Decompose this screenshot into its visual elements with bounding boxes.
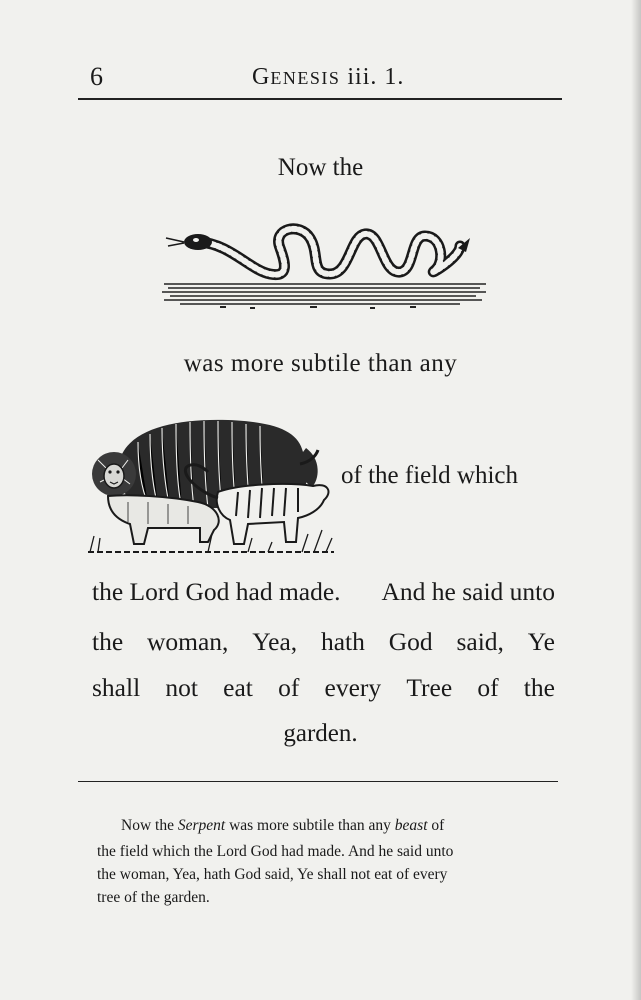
running-head-initial: G xyxy=(252,64,271,90)
verse-line-6 xyxy=(92,673,555,703)
verse-line-1: Now the xyxy=(277,154,364,181)
verse-line-2: was more subtile than any xyxy=(183,350,458,377)
verse-word: not xyxy=(165,673,198,702)
verse-line-4 xyxy=(92,577,555,607)
verse-word: eat xyxy=(223,673,253,702)
verse-word: Yea, xyxy=(252,627,298,656)
footnote-text: of xyxy=(427,817,445,834)
verse-line-7: garden. xyxy=(283,720,358,747)
footnote-line-3: the woman, Yea, hath God said, Ye shall not eat of every xyxy=(97,866,448,883)
verse-word: of xyxy=(477,673,499,702)
verse-word: of xyxy=(278,673,300,702)
verse-fragment: And he said unto xyxy=(381,577,555,606)
header-rule xyxy=(78,98,562,100)
verse-word: the xyxy=(523,673,555,702)
running-head xyxy=(252,64,404,91)
verse-word: said, xyxy=(456,627,504,656)
verse-line-3: of the field which xyxy=(341,462,519,489)
verse-fragment: the Lord God had made. xyxy=(92,577,341,606)
verse-word: shall xyxy=(92,673,141,702)
page-edge-shadow xyxy=(631,0,641,1000)
page-number: 6 xyxy=(90,62,103,91)
verse-word: Tree xyxy=(406,673,453,702)
footnote-line-1 xyxy=(121,817,553,835)
beasts-woodcut xyxy=(88,412,334,554)
footnote-line-4: tree of the garden. xyxy=(97,889,210,906)
footnote-italic-beast: beast xyxy=(394,817,428,834)
running-head-rest: ENESIS xyxy=(270,68,341,88)
running-head-ref: iii. 1. xyxy=(347,64,405,90)
verse-word: Ye xyxy=(527,627,555,656)
footnote-text: Now the xyxy=(121,817,178,834)
serpent-woodcut xyxy=(160,222,490,314)
footnote-line-2: the field which the Lord God had made. And he said unto xyxy=(97,843,454,860)
verse-word: the xyxy=(92,627,124,656)
verse-word: God xyxy=(388,627,433,656)
verse-word: every xyxy=(324,673,382,702)
footnote-rule xyxy=(78,781,558,782)
verse-line-5 xyxy=(92,627,555,657)
verse-word: woman, xyxy=(146,627,229,656)
verse-word: hath xyxy=(320,627,365,656)
footnote-text: was more subtile than any xyxy=(225,817,395,834)
footnote-italic-serpent: Serpent xyxy=(177,817,226,834)
